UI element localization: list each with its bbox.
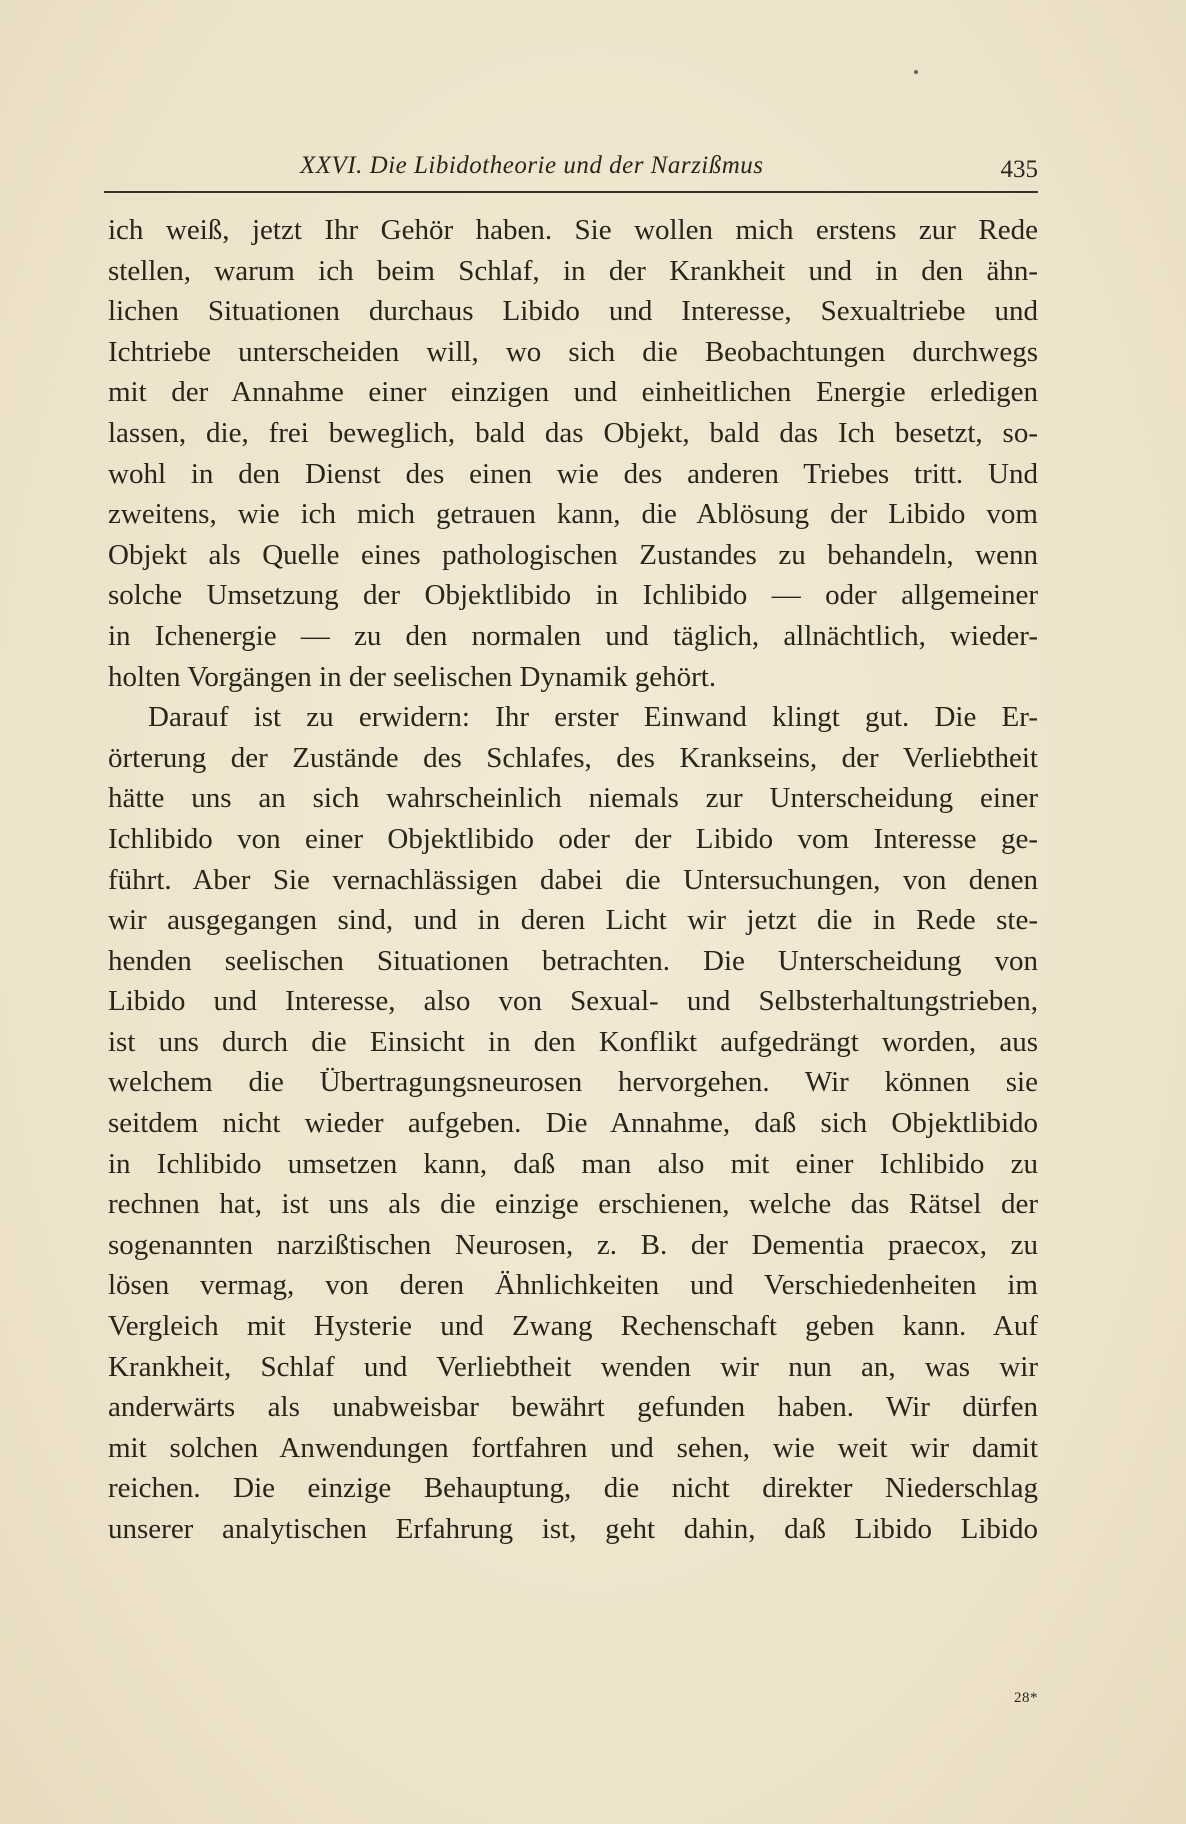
- paper-speck: [914, 70, 918, 74]
- page-number: 435: [1000, 156, 1038, 183]
- text-line: lassen, die, frei beweglich, bald das Objekt, bald das Ich besetzt, so-: [108, 416, 1038, 449]
- text-line: welchem die Übertragungsneurosen hervorgehen. Wir können sie: [108, 1066, 1038, 1099]
- text-line: henden seelischen Situationen betrachten. Die Unterscheidung von: [108, 944, 1038, 977]
- text-line: in Ichlibido umsetzen kann, daß man also mit einer Ichlibido zu: [108, 1147, 1038, 1180]
- text-line: ist uns durch die Einsicht in den Konflikt aufgedrängt worden, aus: [108, 1025, 1038, 1058]
- text-line: anderwärts als unabweisbar bewährt gefunden haben. Wir dürfen: [108, 1391, 1038, 1424]
- text-line: Objekt als Quelle eines pathologischen Zustandes zu behandeln, wenn: [108, 538, 1038, 571]
- body-text: [108, 210, 1038, 1550]
- text-line: Ichtriebe unterscheiden will, wo sich die Beobachtungen durchwegs: [108, 335, 1038, 368]
- text-line: örterung der Zustände des Schlafes, des Krankseins, der Verliebtheit: [108, 741, 1038, 774]
- text-line: mit der Annahme einer einzigen und einheitlichen Energie erledigen: [108, 376, 1038, 409]
- text-line: Krankheit, Schlaf und Verliebtheit wenden wir nun an, was wir: [108, 1350, 1038, 1383]
- text-line: sogenannten narzißtischen Neurosen, z. B. der Dementia praecox, zu: [108, 1228, 1038, 1261]
- text-line: rechnen hat, ist uns als die einzige erschienen, welche das Rätsel der: [108, 1188, 1038, 1221]
- text-line: Darauf ist zu erwidern: Ihr erster Einwand klingt gut. Die Er-: [148, 701, 1038, 734]
- paragraph-1: [108, 210, 1038, 697]
- paragraph-2: [108, 697, 1038, 1549]
- text-line: Vergleich mit Hysterie und Zwang Rechenschaft geben kann. Auf: [108, 1310, 1038, 1343]
- text-line: reichen. Die einzige Behauptung, die nicht direkter Niederschlag: [108, 1472, 1038, 1505]
- text-line: unserer analytischen Erfahrung ist, geht dahin, daß Libido Libido: [108, 1513, 1038, 1545]
- text-line: stellen, warum ich beim Schlaf, in der Krankheit und in den ähn-: [108, 254, 1038, 287]
- text-line: solche Umsetzung der Objektlibido in Ichlibido — oder allgemeiner: [108, 579, 1038, 612]
- text-line: wohl in den Dienst des einen wie des anderen Triebes tritt. Und: [108, 457, 1038, 490]
- running-title: XXVI. Die Libidotheorie und der Narzißmus: [300, 152, 764, 179]
- text-line: in Ichenergie — zu den normalen und täglich, allnächtlich, wieder-: [108, 619, 1038, 652]
- signature-mark: 28*: [1014, 1690, 1038, 1706]
- text-line: Libido und Interesse, also von Sexual- und Selbsterhaltungstrieben,: [108, 985, 1038, 1018]
- text-line: Ichlibido von einer Objektlibido oder der Libido vom Interesse ge-: [108, 822, 1038, 855]
- text-line: holten Vorgängen in der seelischen Dynamik gehört.: [108, 660, 717, 693]
- text-line: mit solchen Anwendungen fortfahren und sehen, wie weit wir damit: [108, 1431, 1038, 1464]
- text-line: lösen vermag, von deren Ähnlichkeiten und Verschiedenheiten im: [108, 1269, 1038, 1302]
- text-line: zweitens, wie ich mich getrauen kann, die Ablösung der Libido vom: [108, 498, 1038, 531]
- text-line: seitdem nicht wieder aufgeben. Die Annahme, daß sich Objektlibido: [108, 1107, 1038, 1140]
- header-rule: [104, 191, 1038, 193]
- text-line: lichen Situationen durchaus Libido und Interesse, Sexualtriebe und: [108, 295, 1038, 328]
- text-line: hätte uns an sich wahrscheinlich niemals zur Unterscheidung einer: [108, 782, 1038, 815]
- text-line: ich weiß, jetzt Ihr Gehör haben. Sie wollen mich erstens zur Rede: [108, 214, 1038, 246]
- running-head: [104, 152, 1038, 192]
- text-line: wir ausgegangen sind, und in deren Licht wir jetzt die in Rede ste-: [108, 904, 1038, 937]
- text-line: führt. Aber Sie vernachlässigen dabei die Untersuchungen, von denen: [108, 863, 1038, 896]
